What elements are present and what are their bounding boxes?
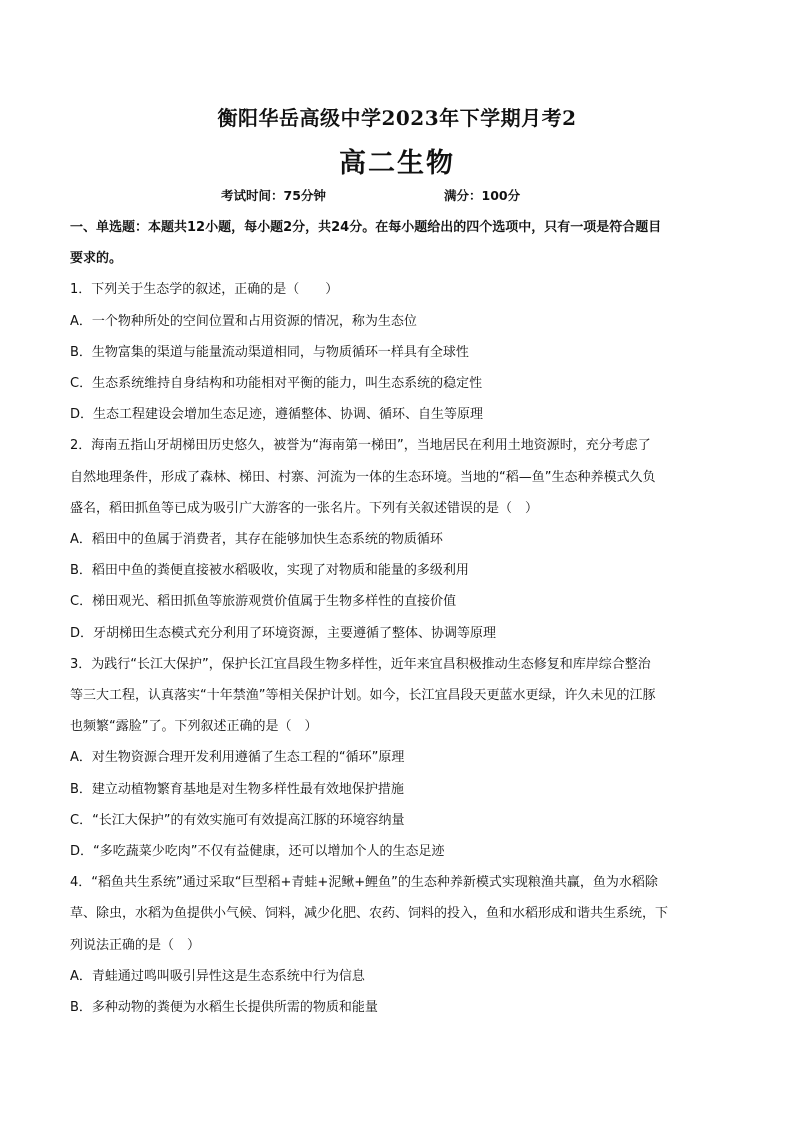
option-b: B．多种动物的粪便为水稻生长提供所需的物质和能量 bbox=[70, 1000, 378, 1016]
option-a: A．稻田中的鱼属于消费者，其存在能够加快生态系统的物质循环 bbox=[70, 532, 443, 548]
option-b: B．稻田中鱼的粪便直接被水稻吸收，实现了对物质和能量的多级利用 bbox=[70, 563, 469, 579]
question-stem: 4．“稻鱼共生系统”通过采取“巨型稻+青蛙+泥鳅+鲤鱼”的生态种养新模式实现粮渔共赢，鱼为水稻除 bbox=[70, 875, 658, 891]
question-stem: 2．海南五指山牙胡梯田历史悠久，被誉为“海南第一梯田”，当地居民在利用土地资源时，充分考虑了 bbox=[70, 438, 651, 454]
question-1 bbox=[70, 274, 730, 430]
option-b: B．生物富集的渠道与能量流动渠道相同，与物质循环一样具有全球性 bbox=[70, 344, 469, 360]
exam-time: 考试时间：75分钟 bbox=[221, 188, 326, 203]
question-stem-cont: 也频繁“露脸”了。下列叙述正确的是（ ） bbox=[70, 719, 318, 735]
option-c: C．梯田观光、稻田抓鱼等旅游观赏价值属于生物多样性的直接价值 bbox=[70, 594, 457, 610]
question-stem-cont: 等三大工程，认真落实“十年禁渔”等相关保护计划。如今，长江宜昌段天更蓝水更绿，许久未见的江豚 bbox=[70, 688, 656, 704]
question-stem: 1．下列关于生态学的叙述，正确的是（ ） bbox=[70, 282, 339, 298]
section-heading: 一、单选题：本题共12小题，每小题2分，共24分。在每小题给出的四个选项中，只有一项是符合题目 bbox=[70, 220, 662, 235]
option-c: C．生态系统维持自身结构和功能相对平衡的能力，叫生态系统的稳定性 bbox=[70, 376, 483, 392]
subject-title: 高二生物 bbox=[339, 148, 455, 179]
option-c: C．“长江大保护”的有效实施可有效提高江豚的环境容纳量 bbox=[70, 812, 405, 828]
question-3 bbox=[70, 649, 730, 867]
option-a: A．对生物资源合理开发利用遵循了生态工程的“循环”原理 bbox=[70, 750, 405, 766]
option-a: A．青蛙通过鸣叫吸引异性这是生态系统中行为信息 bbox=[70, 968, 365, 984]
question-4 bbox=[70, 867, 730, 1023]
question-stem-cont: 列说法正确的是（ ） bbox=[70, 937, 201, 953]
question-2 bbox=[70, 430, 730, 648]
option-d: D．“多吃蔬菜少吃肉”不仅有益健康，还可以增加个人的生态足迹 bbox=[70, 844, 445, 860]
question-stem-cont: 盛名，稻田抓鱼等已成为吸引广大游客的一张名片。下列有关叙述错误的是（ ） bbox=[70, 500, 539, 516]
option-d: D．牙胡梯田生态模式充分利用了环境资源，主要遵循了整体、协调等原理 bbox=[70, 625, 497, 641]
option-a: A．一个物种所处的空间位置和占用资源的情况，称为生态位 bbox=[70, 313, 417, 329]
question-stem-cont: 草、除虫，水稻为鱼提供小气候、饲料，减少化肥、农药、饲料的投入，鱼和水稻形成和谐共生系统，下 bbox=[70, 906, 669, 922]
section-heading-cont: 要求的。 bbox=[70, 251, 123, 267]
exam-content bbox=[70, 212, 730, 1023]
option-d: D．生态工程建设会增加生态足迹，遵循整体、协调、循环、自生等原理 bbox=[70, 407, 484, 423]
option-b: B．建立动植物繁育基地是对生物多样性最有效地保护措施 bbox=[70, 781, 404, 797]
full-score: 满分：100分 bbox=[444, 188, 521, 203]
school-title: 衡阳华岳高级中学2023年下学期月考2 bbox=[217, 106, 577, 130]
question-stem-cont: 自然地理条件，形成了森林、梯田、村寨、河流为一体的生态环境。当地的“稻—鱼”生态种养模式久负 bbox=[70, 469, 656, 485]
question-stem: 3．为践行“长江大保护”，保护长江宜昌段生物多样性，近年来宜昌积极推动生态修复和库岸综合整治 bbox=[70, 656, 651, 672]
